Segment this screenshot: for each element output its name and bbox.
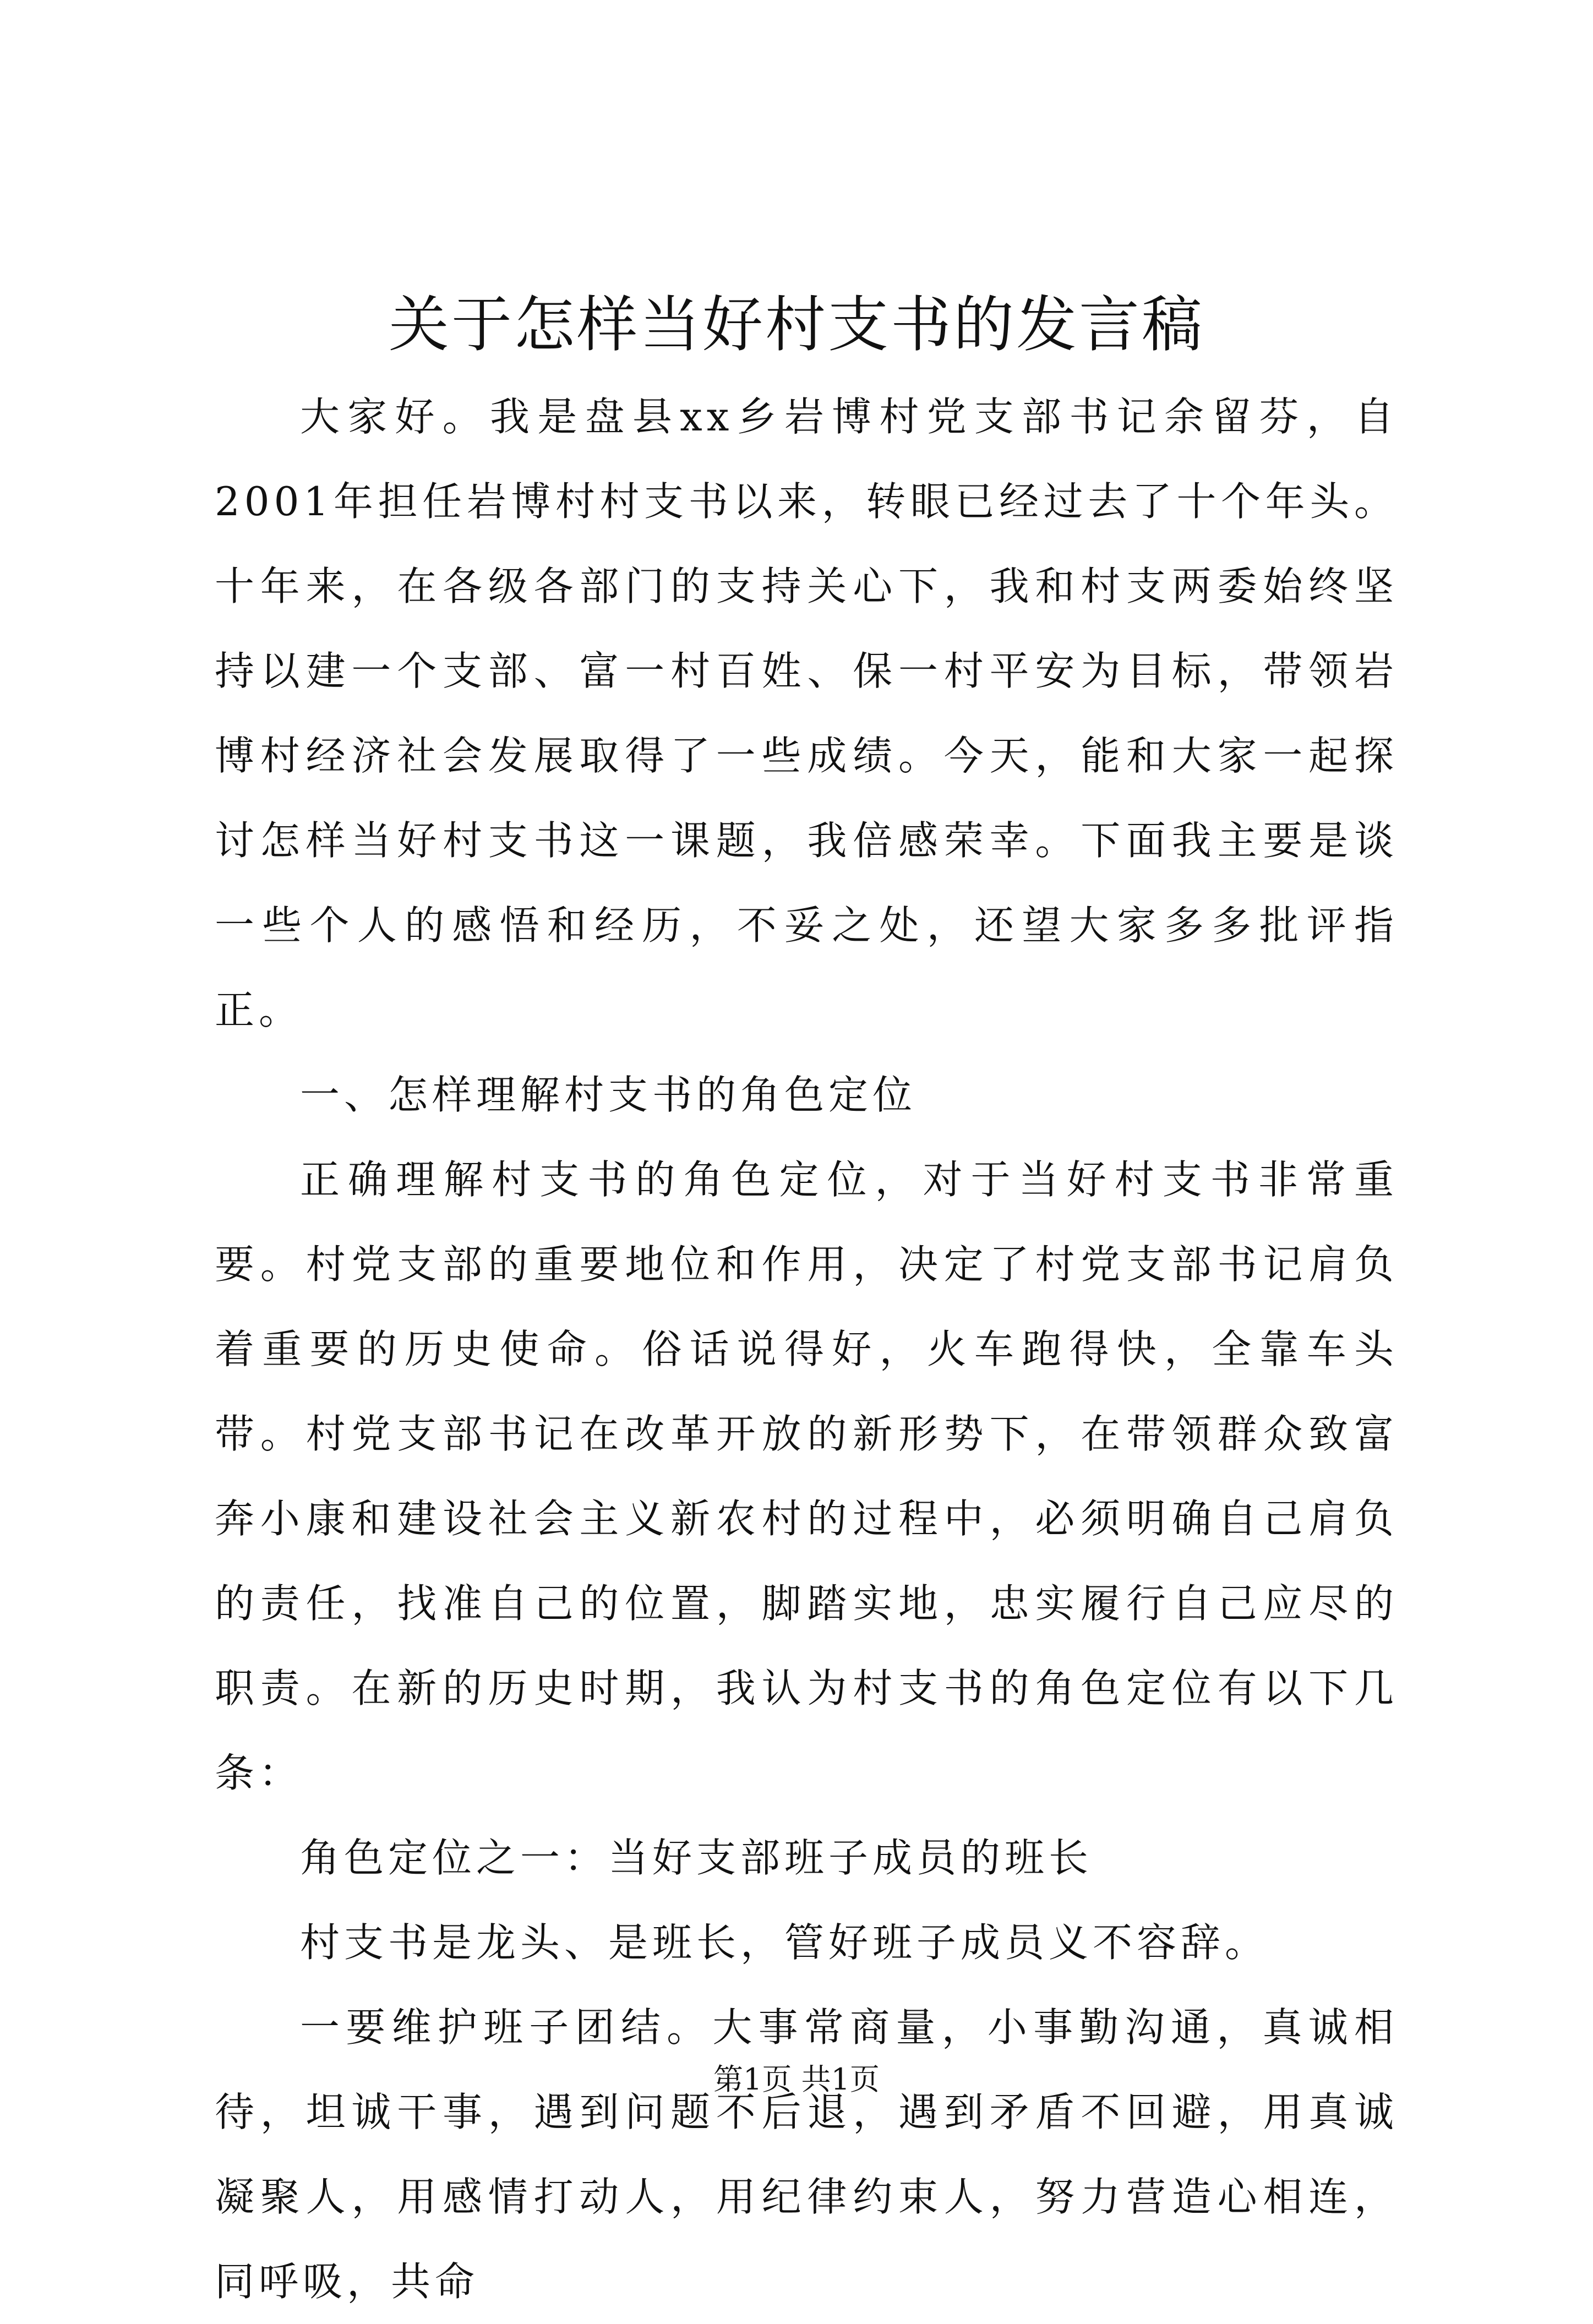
paragraph-greeting: 大家好。我是盘县xx乡岩博村党支部书记余留芬，自2001年担任岩博村村支书以来，转眼已经过去了十个年头。十年来，在各级各部门的支持关心下，我和村支两委始终坚持以建一个支部、富一村百姓、保一村平安为目标，带领岩博村经济社会发展取得了一些成绩。今天，能和大家一起探讨怎样当好村支书这一课题，我倍感荣幸。下面我主要是谈一些个人的感悟和经历，不妥之处，还望大家多多批评指正。 [215, 394, 1398, 1033]
section-heading-role: 一、怎样理解村支书的角色定位 [300, 1072, 917, 1118]
document-title: 关于怎样当好村支书的发言稿 [389, 290, 1204, 360]
subheading-role-one: 角色定位之一：当好支部班子成员的班长 [300, 1835, 1093, 1881]
document-body [215, 374, 1398, 2324]
paragraph-team-unity: 一要维护班子团结。大事常商量，小事勤沟通，真诚相待，坦诚干事，遇到问题不后退，遇到矛盾不回避，用真诚凝聚人，用感情打动人，用纪律约束人，努力营造心相连，同呼吸，共命 [215, 2004, 1398, 2305]
page-footer: 第1页 共1页 [713, 2062, 880, 2097]
paragraph-role-intro: 正确理解村支书的角色定位，对于当好村支书非常重要。村党支部的重要地位和作用，决定了村党支部书记肩负着重要的历史使命。俗话说得好，火车跑得快，全靠车头带。村党支部书记在改革开放的新形势下，在带领群众致富奔小康和建设社会主义新农村的过程中，必须明确自己肩负的责任，找准自己的位置，脚踏实地，忠实履行自己应尽的职责。在新的历史时期，我认为村支书的角色定位有以下几条： [215, 1156, 1398, 1796]
paragraph-role-one-summary: 村支书是龙头、是班长，管好班子成员义不容辞。 [300, 1919, 1269, 1966]
